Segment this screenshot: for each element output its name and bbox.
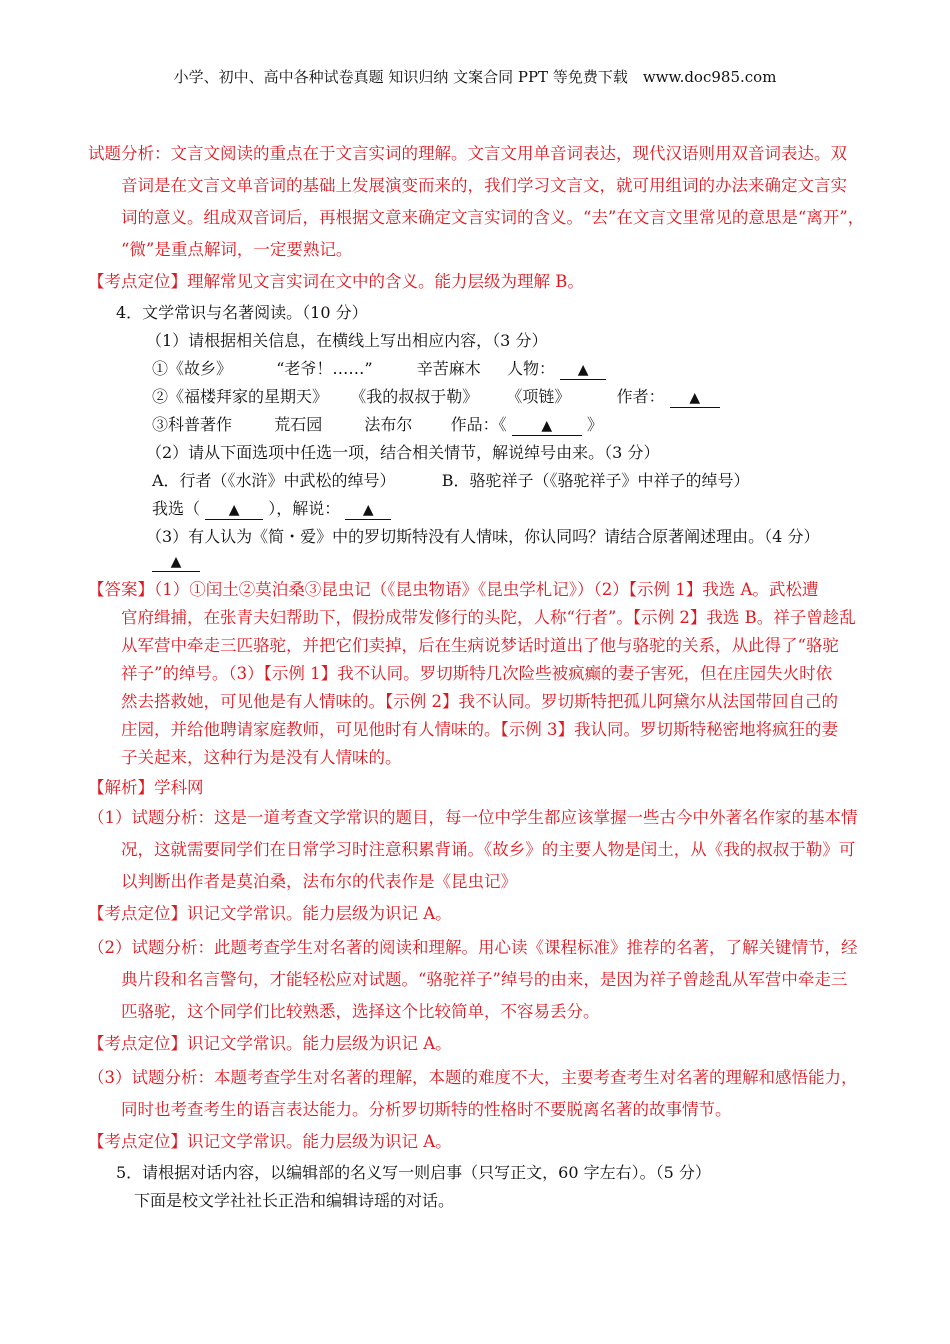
answer-line: 祥子”的绰号。（3）【示例 1】我不认同。罗切斯特几次险些被疯癫的妻子害死，但在庄园失火时依 — [121, 664, 833, 683]
analysis-line: 况，这就需要同学们在日常学习时注意积累背诵。《故乡》的主要人物是闰土，从《我的叔叔于勒》可 — [121, 840, 856, 859]
answer-blank[interactable] — [560, 360, 606, 380]
answer-blank[interactable] — [670, 388, 720, 408]
analysis-line: 以判断出作者是莫泊桑，法布尔的代表作是《昆虫记》 — [121, 872, 517, 891]
kaodian-label: 【考点定位】理解常见文言实词在文中的含义。能力层级为理解 B。 — [88, 272, 584, 291]
q4-row2 — [152, 384, 720, 408]
analysis-line: 同时也考查考生的语言表达能力。分析罗切斯特的性格时不要脱离名著的故事情节。 — [121, 1100, 732, 1119]
q4-r1-d: 人物： — [506, 359, 555, 378]
q4-row3 — [152, 412, 603, 436]
answer-line: 子关起来，这种行为是没有人情味的。 — [121, 748, 402, 767]
answer-line: 【答案】（1）①闰土②莫泊桑③昆虫记（《昆虫物语》《昆虫学札记》）（2）【示例 1】我选 A。武松遭 — [88, 580, 819, 599]
answer-line: 庄园，并给他聘请家庭教师，可见他时有人情味的。【示例 3】我认同。罗切斯特秘密地将疯狂的妻 — [121, 720, 838, 739]
q4-r3-d: 作品：《 — [450, 415, 507, 434]
triangle-marker: ▲ — [577, 362, 589, 378]
answer-blank[interactable] — [205, 500, 263, 520]
q4-r3-c: 法布尔 — [364, 415, 413, 434]
triangle-marker: ▲ — [170, 554, 182, 570]
triangle-marker: ▲ — [362, 502, 374, 518]
q4-r1-a: ①《故乡》 — [152, 359, 233, 378]
q4-r2-d: 作者： — [616, 387, 665, 406]
q4-choose-row — [152, 496, 391, 520]
analysis-line: 词的意义。组成双音词后，再根据文意来确定文言实词的含义。“去”在文言文里常见的意思是“离开”， — [121, 208, 865, 227]
q4-part3-blank-row — [152, 551, 200, 572]
q4-options — [152, 468, 750, 491]
analysis-line: 试题分析：文言文阅读的重点在于文言实词的理解。文言文用单音词表达，现代汉语则用双音词表达。双 — [88, 144, 847, 163]
analysis-line: 音词是在文言文单音词的基础上发展演变而来的，我们学习文言文，就可用组词的办法来确定文言实 — [121, 176, 847, 195]
page-header: 小学、初中、高中各种试卷真题 知识归纳 文案合同 PPT 等免费下载 www.doc985.com — [173, 68, 777, 86]
analysis-line: 典片段和名言警句，才能轻松应对试题。“骆驼祥子”绰号的由来，是因为祥子曾趁乱从军营中牵走三 — [121, 970, 848, 989]
q4-r3-e: 》 — [586, 415, 603, 434]
analysis-line: （1）试题分析：这是一道考查文学常识的题目，每一位中学生都应该掌握一些古今中外著名作家的基本情 — [88, 808, 858, 827]
jiexi-label: 【解析】学科网 — [88, 778, 204, 797]
option-b: B．骆驼祥子（《骆驼祥子》中祥子的绰号） — [441, 471, 750, 490]
kaodian-label: 【考点定位】识记文学常识。能力层级为识记 A。 — [88, 1132, 452, 1151]
triangle-marker: ▲ — [228, 502, 240, 518]
answer-line: 从军营中牵走三匹骆驼，并把它们卖掉，后在生病说梦话时道出了他与骆驼的关系，从此得了“骆驼 — [121, 636, 839, 655]
answer-blank[interactable] — [512, 416, 582, 436]
answer-line: 然去搭救她，可见他是有人情味的。【示例 2】我不认同。罗切斯特把孤儿阿黛尔从法国带回自己的 — [121, 692, 838, 711]
analysis-line: 匹骆驼，这个同学们比较熟悉，选择这个比较简单，不容易丢分。 — [121, 1002, 600, 1021]
question-5-title: 5．请根据对话内容，以编辑部的名义写一则启事（只写正文，60 字左右）。（5 分） — [116, 1163, 711, 1182]
explain-label: ），解说： — [268, 499, 341, 518]
q4-r3-a: ③科普著作 — [152, 415, 233, 434]
q4-row1 — [152, 356, 606, 380]
q4-r1-b: “老爷！……” — [276, 359, 373, 378]
option-a: A．行者（《水浒》中武松的绰号） — [152, 471, 396, 490]
q4-r2-b: 《我的叔叔于勒》 — [350, 387, 479, 406]
answer-blank[interactable] — [152, 552, 200, 572]
answer-blank[interactable] — [345, 500, 391, 520]
kaodian-label: 【考点定位】识记文学常识。能力层级为识记 A。 — [88, 904, 452, 923]
q4-r2-c: 《项链》 — [506, 387, 571, 406]
answer-line: 官府缉捕，在张青夫妇帮助下，假扮成带发修行的头陀，人称“行者”。【示例 2】我选 B。祥子曾趁乱 — [121, 608, 856, 627]
question-4-title: 4．文学常识与名著阅读。（10 分） — [116, 303, 368, 322]
triangle-marker: ▲ — [689, 390, 701, 406]
kaodian-label: 【考点定位】识记文学常识。能力层级为识记 A。 — [88, 1034, 452, 1053]
q4-r1-c: 辛苦麻木 — [416, 359, 481, 378]
analysis-line: （3）试题分析：本题考查学生对名著的理解，本题的难度不大，主要考查考生对名著的理解和感悟能力， — [88, 1068, 858, 1087]
choose-label: 我选（ — [152, 499, 201, 518]
question-4-part1: （1）请根据相关信息，在横线上写出相应内容，（3 分） — [146, 331, 548, 350]
question-4-part3: （3）有人认为《简・爱》中的罗切斯特没有人情味，你认同吗？请结合原著阐述理由。（4 分） — [146, 527, 820, 546]
triangle-marker: ▲ — [541, 418, 553, 434]
q4-r2-a: ②《福楼拜家的星期天》 — [152, 387, 329, 406]
analysis-line: （2）试题分析：此题考查学生对名著的阅读和理解。用心读《课程标准》推荐的名著，了解关键情节，经 — [88, 938, 858, 957]
question-4-part2: （2）请从下面选项中任选一项，结合相关情节，解说绰号由来。（3 分） — [146, 443, 660, 462]
q4-r3-b: 荒石园 — [274, 415, 323, 434]
analysis-line: “微”是重点解词，一定要熟记。 — [121, 240, 353, 259]
question-5-sub: 下面是校文学社社长正浩和编辑诗瑶的对话。 — [134, 1191, 455, 1210]
